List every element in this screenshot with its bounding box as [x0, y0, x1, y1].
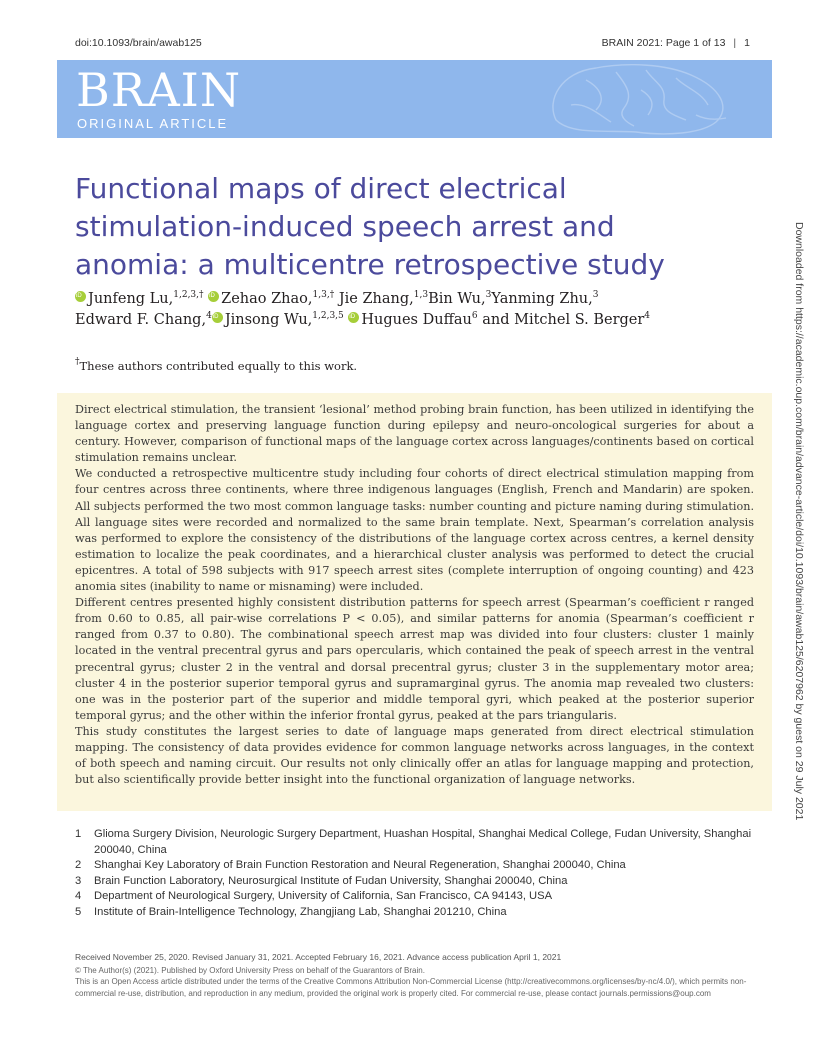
affiliation-item	[75, 858, 755, 874]
author-affiliation-marker: 1,2,3,†	[173, 290, 204, 300]
affiliation-number: 5	[75, 905, 82, 918]
journal-logo: BRAIN	[76, 63, 242, 117]
download-watermark-text: Downloaded from https://academic.oup.com/brain/advance-article/doi/10.1093/brain/awab125/6207962 by guest on 29 July 2021	[793, 222, 805, 821]
affiliation-item	[75, 905, 755, 921]
journal-banner	[57, 60, 772, 138]
author-affiliation-marker: 3	[485, 290, 492, 300]
license-notice: This is an Open Access article distributed under the terms of the Creative Commons Attribution Non-Commercial License (http://creativecommons.org/licenses/by-nc/4.0/), which permits non-commercial re-use, distribution, and reproduction in any medium, provided the original work is properly cited. For commercial re-use, please contact journals.permissions@oup.com	[75, 977, 747, 998]
abstract-paragraph: Different centres presented highly consistent distribution patterns for speech arrest (Spearman’s coefficient r ranged from 0.60 to 0.85, all pair-wise correlations P < 0.05), and similar patterns for anomia (Spearman’s coefficient r ranged from 0.37 to 0.80). The combinational speech arrest map was divided into four clusters: cluster 1 mainly located in the ventral precentral gyrus and pars opercularis, which contained the peak of speech arrest in the ventral precentral gyrus; cluster 2 in the ventral and dorsal precentral gyrus; cluster 3 in the supplementary motor area; cluster 4 in the posterior superior temporal gyrus and supramarginal gyrus. The anomia map revealed two clusters: one was in the posterior part of the superior and middle temporal gyri, which peaked at the posterior superior temporal gyrus; and the other within the inferior frontal gyrus, peaked at the pars triangularis.	[75, 596, 754, 722]
author-name: Hugues Duffau	[361, 312, 472, 328]
copyright-notice: © The Author(s) (2021). Published by Oxford University Press on behalf of the Guarantors of Brain.	[75, 965, 425, 975]
dagger-mark: †	[75, 357, 80, 367]
author-affiliation-marker: 1,3	[413, 290, 429, 300]
journal-page-label: BRAIN 2021: Page 1 of 13	[601, 37, 726, 49]
publication-footer	[75, 952, 755, 999]
orcid-icon[interactable]	[348, 312, 359, 323]
author-affiliation-marker: 4	[206, 311, 212, 321]
affiliation-text: Department of Neurological Surgery, University of California, San Francisco, CA 94143, USA	[94, 890, 553, 902]
abstract-box	[57, 393, 772, 811]
author-name: Zehao Zhao,	[221, 291, 313, 307]
article-title	[75, 170, 755, 284]
author-list	[75, 289, 765, 331]
affiliation-item	[75, 827, 755, 858]
orcid-icon[interactable]	[75, 291, 86, 302]
running-header	[75, 37, 750, 51]
doi-link[interactable]: doi:10.1093/brain/awab125	[75, 37, 202, 49]
affiliation-item	[75, 874, 755, 890]
author-affiliation-marker: 1,2,3,5	[312, 311, 344, 321]
orcid-icon[interactable]	[212, 312, 223, 323]
affiliation-text: Institute of Brain-Intelligence Technology, Zhangjiang Lab, Shanghai 201210, China	[94, 905, 507, 918]
author-affiliation-marker: 3	[592, 290, 599, 300]
affiliation-text: Shanghai Key Laboratory of Brain Function Restoration and Neural Regeneration, Shanghai 200040, China	[94, 859, 626, 871]
affiliation-list	[75, 827, 755, 920]
author-name: Jie Zhang,	[338, 291, 414, 307]
author-name: and Mitchel S. Berger	[482, 312, 645, 328]
author-name: Bin Wu,	[428, 291, 486, 307]
header-divider: |	[733, 37, 737, 49]
abstract-paragraph: We conducted a retrospective multicentre study including four cohorts of direct electrical stimulation mapping from four centres across three continents, where three indigenous languages (English, French and Mandarin) are spoken. All subjects performed the two most common language tasks: number counting and picture naming during stimulation. All language sites were recorded and normalized to the same brain template. Next, Spearman’s correlation analysis was performed to explore the consistency of the distributions of the language cortex across centres, a kernel density estimation to localize the peak coordinates, and a hierarchical cluster analysis was performed to detect the crucial epicentres. A total of 598 subjects with 917 speech arrest sites (complete interruption of ongoing counting) and 423 anomia sites (inability to name or misnaming) were included.	[75, 467, 754, 594]
download-watermark	[793, 222, 805, 832]
brain-illustration-icon	[516, 60, 766, 138]
author-line-1	[75, 289, 765, 310]
author-name: Edward F. Chang,	[75, 312, 207, 328]
author-name: Junfeng Lu,	[88, 291, 174, 307]
affiliation-number: 1	[75, 828, 82, 840]
author-name: Yanming Zhu,	[491, 291, 593, 307]
affiliation-number: 3	[75, 874, 82, 887]
equal-contribution-note	[75, 359, 357, 373]
affiliation-text: Glioma Surgery Division, Neurologic Surgery Department, Huashan Hospital, Shanghai Medical College, Fudan University, Shanghai 200040, China	[94, 828, 752, 856]
received-dates: Received November 25, 2020. Revised January 31, 2021. Accepted February 16, 2021. Advance access publication April 1, 2021	[75, 952, 562, 962]
page-number: 1	[744, 37, 750, 49]
author-affiliation-marker: 4	[644, 311, 651, 321]
affiliation-item	[75, 889, 755, 905]
affiliation-text: Brain Function Laboratory, Neurosurgical Institute of Fudan University, Shanghai 200040, China	[94, 874, 568, 887]
orcid-icon[interactable]	[208, 291, 219, 302]
affiliation-number: 4	[75, 890, 82, 902]
author-name: Jinsong Wu,	[224, 312, 313, 328]
affiliation-number: 2	[75, 859, 82, 871]
author-line-2	[75, 310, 765, 331]
author-affiliation-marker: 1,3,†	[312, 290, 335, 300]
equal-contribution-text: These authors contributed equally to this work.	[79, 359, 358, 373]
abstract-paragraph: Direct electrical stimulation, the transient ‘lesional’ method probing brain function, has been utilized in identifying the language cortex and preserving language function during epilepsy and neuro-oncological surgeries for about a century. However, comparison of functional maps of the language cortex across languages/continents based on cortical stimulation remains unclear.	[75, 403, 754, 465]
abstract-paragraph: This study constitutes the largest series to date of language maps generated from direct electrical stimulation mapping. The consistency of data provides evidence for common language networks across languages, in the context of both speech and naming circuit. Our results not only clinically offer an atlas for language mapping and protection, but also scientifically provide better insight into the functional organization of language networks.	[75, 724, 754, 787]
journal-page-info	[602, 37, 750, 49]
article-type-label: ORIGINAL ARTICLE	[77, 116, 229, 131]
title-line: stimulation-induced speech arrest and	[75, 210, 615, 243]
title-line: Functional maps of direct electrical	[75, 172, 567, 205]
author-affiliation-marker: 6	[471, 311, 478, 321]
title-line: anomia: a multicentre retrospective study	[75, 248, 665, 281]
